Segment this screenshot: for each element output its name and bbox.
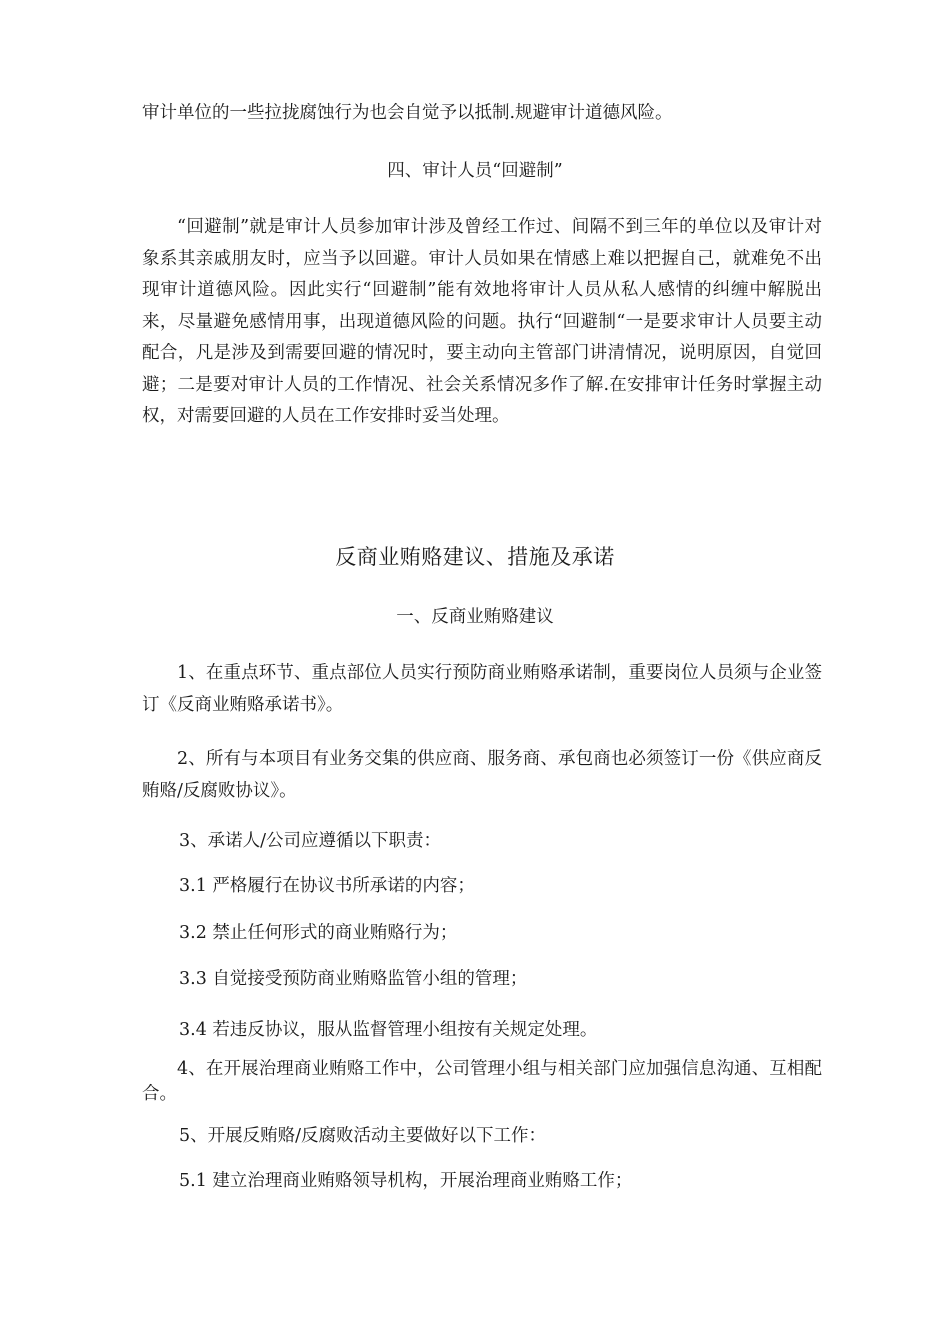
list-item-3-3: 3.3 自觉接受预防商业贿赂监管小组的管理； [179, 969, 528, 989]
list-item-2: 2、所有与本项目有业务交集的供应商、服务商、承包商也必须签订一份《供应商反贿赂/反腐败协议》。 [142, 749, 822, 801]
list-item-5: 5、开展反贿赂/反腐败活动主要做好以下工作： [179, 1126, 547, 1146]
list-item-3: 3、承诺人/公司应遵循以下职责： [179, 831, 442, 851]
list-item-3-1: 3.1 严格履行在协议书所承诺的内容； [179, 876, 475, 896]
paragraph-avoidance-system: “回避制”就是审计人员参加审计涉及曾经工作过、间隔不到三年的单位以及审计对象系其亲戚朋友时，应当予以回避。审计人员如果在情感上难以把握自己，就难免不出现审计道德风险。因此实行“回避制”能有效地将审计人员从私人感情的纠缠中解脱出来，尽量避免感情用事，出现道德风险的问题。执行“回避制“一是要求审计人员要主动配合，凡是涉及到需要回避的情况时，要主动向主管部门讲清情况，说明原因，自觉回避；二是要对审计人员的工作情况、社会关系情况多作了解.在安排审计任务时掌握主动权，对需要回避的人员在工作安排时妥当处理。 [142, 217, 822, 426]
list-item-3-4: 3.4 若违反协议，服从监督管理小组按有关规定处理。 [179, 1020, 598, 1040]
list-item-1: 1、在重点环节、重点部位人员实行预防商业贿赂承诺制，重要岗位人员须与企业签订《反商业贿赂承诺书》。 [142, 663, 822, 715]
paragraph-continuation: 审计单位的一些拉拢腐蚀行为也会自觉予以抵制.规避审计道德风险。 [142, 103, 673, 123]
list-item-5-1: 5.1 建立治理商业贿赂领导机构，开展治理商业贿赂工作； [179, 1171, 633, 1191]
document-title: 反商业贿赂建议、措施及承诺 [335, 545, 615, 569]
list-item-4: 4、在开展治理商业贿赂工作中，公司管理小组与相关部门应加强信息沟通、互相配合。 [142, 1059, 822, 1104]
subsection-heading-suggestions: 一、反商业贿赂建议 [396, 607, 554, 627]
list-item-3-2: 3.2 禁止任何形式的商业贿赂行为； [179, 923, 458, 943]
section-heading-avoidance: 四、审计人员“回避制” [387, 161, 563, 181]
